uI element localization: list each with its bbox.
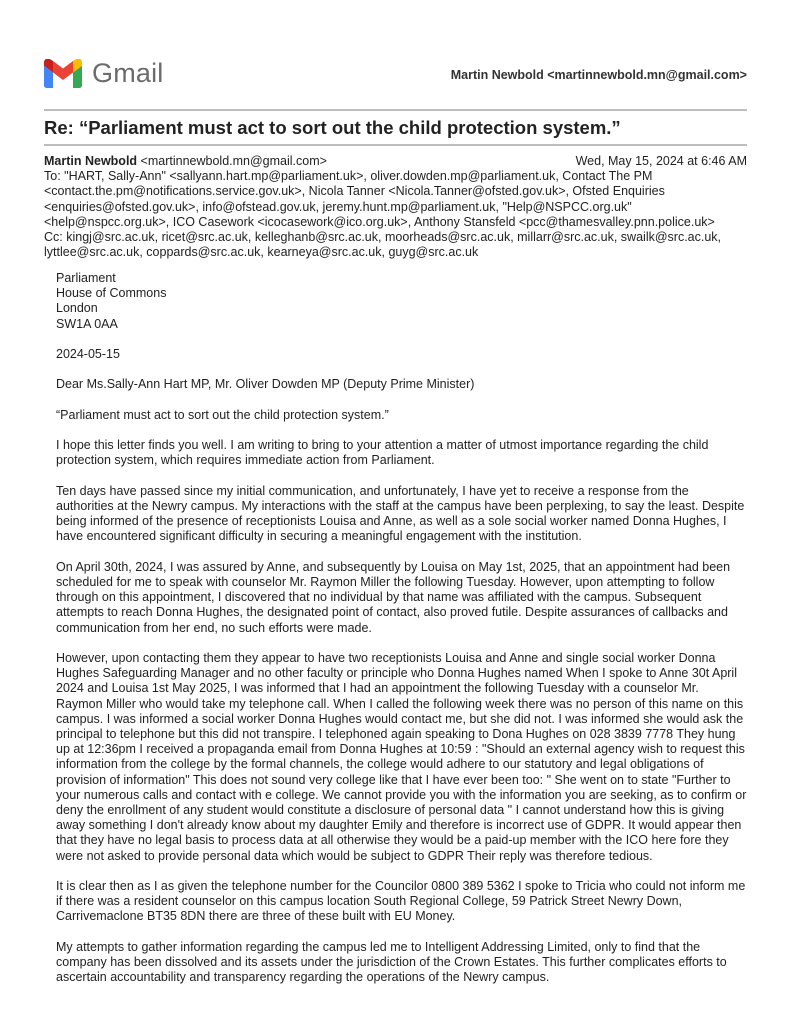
account-label: Martin Newbold <martinnewbold.mn@gmail.com> <box>450 68 747 82</box>
body-paragraph: Ten days have passed since my initial communication, and unfortunately, I have yet to receive a response from the authorities at the Newry campus. My interactions with the staff at the campus have been perplexing, to say the least. Despite being informed of the presence of receptionists Louisa and Anne, as well as a sole social worker named Donna Hughes, I have encountered significant difficulty in securing a meaningful engagement with the institution. <box>56 483 745 544</box>
print-header <box>44 56 747 92</box>
cc-line: lyttlee@src.ac.uk, coppards@src.ac.uk, kearneya@src.ac.uk, guyg@src.ac.uk <box>44 245 479 260</box>
body-paragraph: On April 30th, 2024, I was assured by Anne, and subsequently by Louisa on May 1st, 2025, that an appointment had been scheduled for me to speak with counselor Mr. Raymon Miller the following Tuesday. However, upon attempting to follow through on this appointment, I discovered that no individual by that name was affiliated with the campus. Subsequent attempts to reach Donna Hughes, the designated point of contact, also proved futile. Despite assurances of callbacks and communication from her end, no such efforts were made. <box>56 559 731 635</box>
email-subject: Re: “Parliament must act to sort out the child protection system.” <box>44 117 621 138</box>
gmail-logo <box>44 58 164 88</box>
body-paragraph: It is clear then as I as given the telephone number for the Councilor 0800 389 5362 I spoke to Tricia who could not inform me if there was a resident counselor on this campus location South Regional College, 59 Patrick Street Newry Down, Carrivemaclone BT35 8DN there are three of these built with EU Money. <box>56 879 746 924</box>
body-paragraph: “Parliament must act to sort out the child protection system.” <box>56 407 389 422</box>
divider <box>44 109 747 111</box>
divider <box>44 144 747 146</box>
gmail-m-icon <box>44 59 82 88</box>
address-line: Parliament <box>56 271 116 285</box>
salutation: Dear Ms.Sally-Ann Hart MP, Mr. Oliver Dowden MP (Deputy Prime Minister) <box>56 377 475 392</box>
cc-recipients <box>44 230 747 260</box>
letter-date: 2024-05-15 <box>56 347 120 361</box>
to-line: To: "HART, Sally-Ann" <sallyann.hart.mp@parliament.uk>, oliver.dowden.mp@parliament.uk, Contact The PM <box>44 169 653 184</box>
recipient-address <box>56 271 748 332</box>
message-header <box>44 154 747 260</box>
gmail-wordmark: Gmail <box>92 58 164 88</box>
cc-line: Cc: kingj@src.ac.uk, ricet@src.ac.uk, kelleghanb@src.ac.uk, moorheads@src.ac.uk, millarr@src.ac.uk, swailk@src.ac.uk, <box>44 230 722 244</box>
sender-email: <martinnewbold.mn@gmail.com> <box>140 154 327 168</box>
to-recipients <box>44 169 747 230</box>
body-paragraph: However, upon contacting them they appear to have two receptionists Louisa and Anne and single social worker Donna Hughes Safeguarding Manager and no other faculty or principle who Donna Hughes named When I spoke to Anne 30t April 2024 and Louisa 1st May 2025, I was informed that I had an appointment the following Tuesday with a counselor Mr. Raymon Miller who would take my telephone call. When I called the following week there was no person of this name on this campus. I was informed a social worker Donna Hughes would contact me, but she did not. I was informed she would ask the principal to telephone but this did not transpire. I telephoned again speaking to Dona Hughes on 028 3839 7778 They hung up at 12:36pm I received a propaganda email from Donna Hughes at 10:59 : "Should an external agency wish to request this information from the college by the formal channels, the college would adhere to our statutory and legal obligations of provision of information" This does not sound very college like that I have ever been too: " She went on to state "Further to your numerous calls and contact with e college. We cannot provide you with the information you are seeking, as to confirm or deny the enrollment of any student would constitute a disclosure of personal data " I cannot understand how this is giving away something I don't already know about my daughter Emily and therefore is incorrect use of GDPR. It would appear then that they have no legal basis to process data at all otherwise they would be a paid-up member with the ICO here fore they were not asked to provide personal data which would be subject to GDPR Their reply was therefore tedious. <box>56 650 747 863</box>
to-line: <enquiries@ofsted.gov.uk>, info@ofstead.gov.uk, jeremy.hunt.mp@parliament.uk, "Help@NSPCC.org.uk" <box>44 199 632 214</box>
from-line <box>44 154 747 169</box>
sender-name: Martin Newbold <box>44 154 138 168</box>
sent-date: Wed, May 15, 2024 at 6:46 AM <box>575 154 747 168</box>
address-line: SW1A 0AA <box>56 316 118 331</box>
address-line: London <box>56 301 98 316</box>
to-line: <help@nspcc.org.uk>, ICO Casework <icocasework@ico.org.uk>, Anthony Stansfeld <pcc@thamesvalley.pnn.police.uk> <box>44 214 715 229</box>
body-paragraph: My attempts to gather information regarding the campus led me to Intelligent Addressing Limited, only to find that the company has been dissolved and its assets under the jurisdiction of the Crown Estates. This further complicates efforts to ascertain accountability and transparency regarding the operations of the Newry campus. <box>56 939 727 985</box>
message-body <box>56 271 748 1001</box>
address-line: House of Commons <box>56 286 167 301</box>
body-paragraph: I hope this letter finds you well. I am writing to bring to your attention a matter of utmost importance regarding the child protection system, which requires immediate action from Parliament. <box>56 438 709 468</box>
to-line: <contact.the.pm@notifications.service.gov.uk>, Nicola Tanner <Nicola.Tanner@ofsted.gov.uk>, Ofsted Enquiries <box>44 184 665 199</box>
